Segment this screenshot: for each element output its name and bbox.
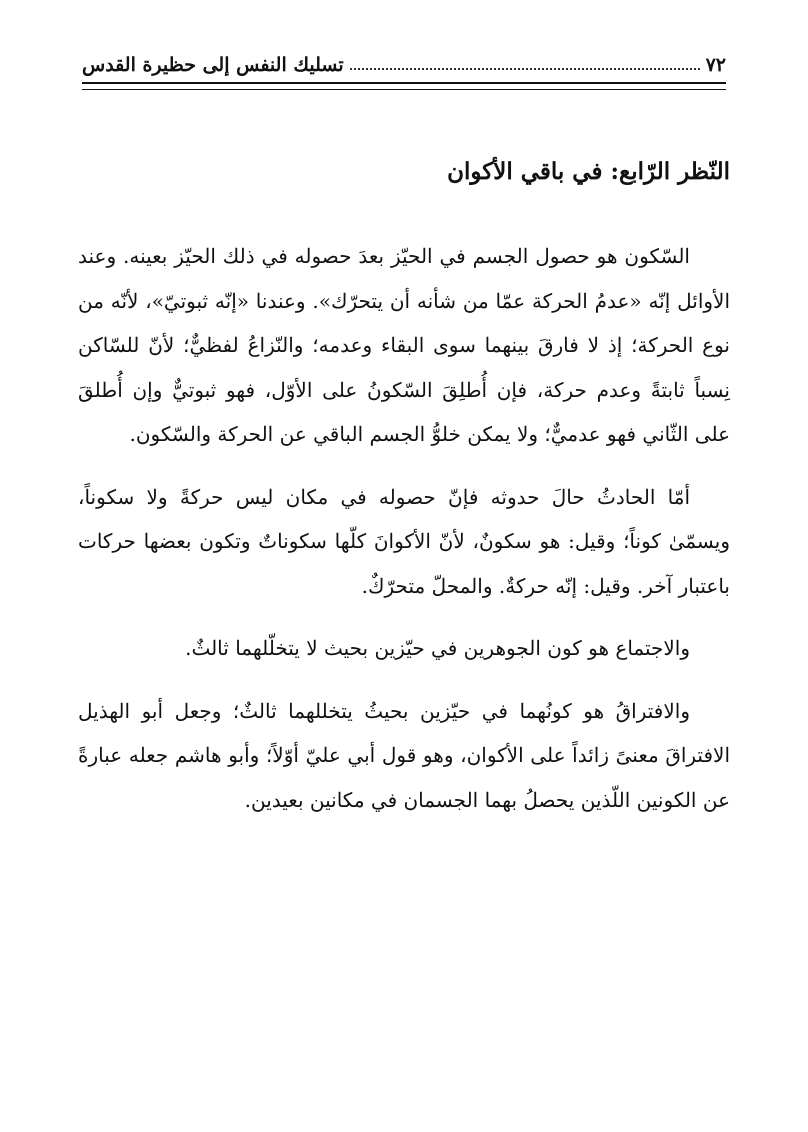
paragraph-ijtima: والاجتماع هو كون الجوهرين في حيّزين بحيث لا يتخلّلهما ثالثٌ. bbox=[185, 636, 690, 660]
running-header bbox=[82, 40, 726, 80]
header-leader-dots bbox=[350, 68, 700, 70]
page-body bbox=[78, 150, 730, 832]
paragraph-hadith: أمّا الحادثُ حالَ حدوثه فإنّ حصوله في مكان ليس حركةً ولا سكوناً، ويسمّىٰ كوناً؛ وقيل: هو سكونٌ، لأنّ الأكوانَ كلّها سكوناتٌ وتكون بعضها حركات باعتبار آخر. وقيل: إنّه حركةٌ. والمحلّ متحرّكٌ. bbox=[78, 484, 730, 598]
header-double-rule bbox=[82, 82, 726, 90]
paragraph-iftiraq: والافتراقُ هو كونُهما في حيّزين بحيثُ يتخللهما ثالثٌ؛ وجعل أبو الهذيل الافتراقَ معنىً زائداً على الأكوان، وهو قول أبي عليّ أوّلاً؛ وأبو هاشم جعله عبارةً عن الكونين اللّذين يحصلُ بهما الجسمان في مكانين بعيدين. bbox=[78, 698, 730, 812]
page-number: ٧٢ bbox=[705, 54, 726, 76]
section-heading: النّظر الرّابع: في باقي الأكوان bbox=[447, 158, 730, 185]
paragraph-sukun: السّكون هو حصول الجسم في الحيّز بعدَ حصوله في ذلك الحيّز بعينه. وعند الأوائل إنّه «عدمُ الحركة عمّا من شأنه أن يتحرّك». وعندنا «إنّه ثبوتيّ»، لأنّه من نوع الحركة؛ إذ لا فارقَ بينهما سوى البقاء وعدمه؛ والنّزاعُ لفظيٌّ؛ لأنّ للسّاكن نِسباً ثابتةً وعدم حركة، فإن أُطلِقَ السّكونُ على الأوّل، فهو ثبوتيٌّ وإن أُطلقَ على الثّاني فهو عدميٌّ؛ ولا يمكن خلوُّ الجسم الباقي عن الحركة والسّكون. bbox=[78, 244, 730, 446]
running-title: تسليك النفس إلى حظيرة القدس bbox=[82, 54, 344, 76]
